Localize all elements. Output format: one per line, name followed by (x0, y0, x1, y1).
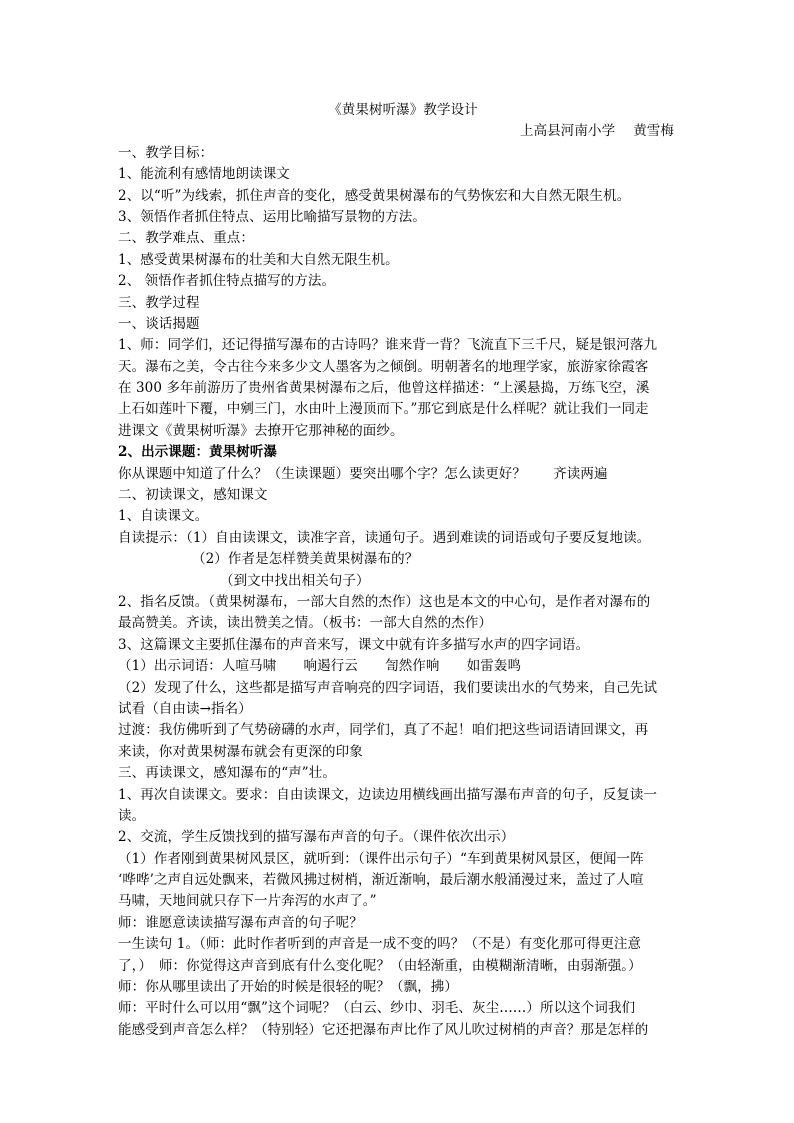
text-line: （2）发现了什么，这些都是描写声音响亮的四字词语，我们要读出水的气势来，自己先试 (118, 679, 658, 696)
text-line: 二、初读课文，感知课文 (118, 487, 268, 504)
text-line: 一、教学目标： (118, 144, 214, 161)
text-line: 师：你从哪里读出了开始的时候是很轻的呢？（飘，拂） (118, 979, 458, 996)
text-line: 进课文《黄果树听瀑》去撩开它那神秘的面纱。 (118, 422, 404, 439)
document-body (118, 100, 678, 1041)
text-line: 读。 (118, 807, 146, 824)
text-line: ‘哗哗’之声自远处飘来，若微风拂过树梢，渐近渐响，最后潮水般涌漫过来，盖过了人喧 (118, 872, 644, 889)
text-line: （1）作者刚到黄果树风景区，就听到：（课件出示句子）“车到黄果树风景区，便闻一阵 (118, 850, 644, 867)
text-line: 2、指名反馈。（黄果树瀑布，一部大自然的杰作）这也是本文的中心句，是作者对瀑布的 (118, 593, 651, 610)
text-line: 3、领悟作者抓住特点、运用比喻描写景物的方法。 (118, 208, 426, 225)
text-line: 二、教学难点、重点： (118, 230, 254, 247)
text-line: （2）作者是怎样赞美黄果树瀑布的？ (192, 551, 419, 568)
text-line: 师：谁愿意读读描写瀑布声音的句子呢？ (118, 914, 363, 931)
text-line: 1、再次自读课文。要求：自由读课文，边读边用横线画出描写瀑布声音的句子，反复读一 (118, 786, 658, 803)
text-line: 三、教学过程 (118, 294, 200, 311)
author-line: 上高县河南小学 黄雪梅 (520, 123, 674, 140)
document-title: 《黄果树听瀑》教学设计 (328, 102, 478, 118)
text-line: 了，） 师：你觉得这声音到底有什么变化呢？（由轻渐重，由模糊渐清晰，由弱渐强。） (118, 957, 642, 974)
text-line: 你从课题中知道了什么？（生读课题）要突出哪个字？怎么读更好？ 齐读两遍 (118, 465, 608, 482)
text-line: （到文中找出相关句子） (220, 572, 370, 589)
text-line: 2、 领悟作者抓住特点描写的方法。 (118, 273, 336, 290)
text-line: 试看（自由读→指名） (118, 700, 252, 717)
text-line: 1、自读课文。 (118, 508, 209, 525)
text-line: 2、出示课题：黄果树听瀑 (118, 444, 278, 461)
text-line: 来读，你对黄果树瀑布就会有更深的印象 (118, 743, 363, 760)
text-line: （1）出示词语：人喧马啸 响遏行云 訇然作响 如雷轰鸣 (118, 658, 522, 675)
text-line: 天。瀑布之美，令古往今来多少文人墨客为之倾倒。明朝著名的地理学家，旅游家徐霞客 (118, 358, 649, 375)
text-line: 马啸，天地间就只存下一片奔泻的水声了。” (118, 893, 377, 910)
text-line: 过渡：我仿佛听到了气势磅礴的水声，同学们，真了不起！咱们把这些词语请回课文，再 (118, 722, 649, 739)
text-line: 2、以“听”为线索，抓住声音的变化，感受黄果树瀑布的气势恢宏和大自然无限生机。 (118, 187, 631, 204)
text-line: 一、谈话揭题 (118, 315, 200, 332)
text-line: 最高赞美。齐读，读出赞美之情。（板书：一部大自然的杰作） (118, 615, 493, 632)
text-line: 在 300 多年前游历了贵州省黄果树瀑布之后，他曾这样描述：“上溪悬捣，万练飞空，溪 (118, 380, 650, 397)
text-line: 三、再读课文，感知瀑布的“声”壮。 (118, 765, 337, 782)
text-line: 一生读句 1。（师：此时作者听到的声音是一成不变的吗？（不是）有变化那可得更注意 (118, 936, 642, 953)
text-line: 师：平时什么可以用“飘”这个词呢？（白云、纱巾、羽毛、灰尘……）所以这个词我们 (118, 1000, 636, 1017)
text-line: 1、感受黄果树瀑布的壮美和大自然无限生机。 (118, 251, 399, 268)
text-line: 能感受到声音怎么样？（特别轻）它还把瀑布声比作了风儿吹过树梢的声音？那是怎样的 (118, 1021, 649, 1038)
text-line: 1、能流利有感情地朗读课文 (118, 166, 290, 183)
text-line: 1、师：同学们，还记得描写瀑布的古诗吗？谁来背一背？飞流直下三千尺，疑是银河落九 (118, 337, 658, 354)
text-line: 上石如莲叶下覆，中剜三门，水由叶上漫顶而下。”那它到底是什么样呢？就让我们一同走 (118, 401, 649, 418)
text-line: 2、交流，学生反馈找到的描写瀑布声音的句子。（课件依次出示） (118, 829, 515, 846)
text-line: 3、这篇课文主要抓住瀑布的声音来写，课文中就有许多描写水声的四字词语。 (118, 636, 590, 653)
text-line: 自读提示：（1）自由读课文，读准字音，读通句子。遇到难读的词语或句子要反复地读。 (118, 529, 651, 546)
